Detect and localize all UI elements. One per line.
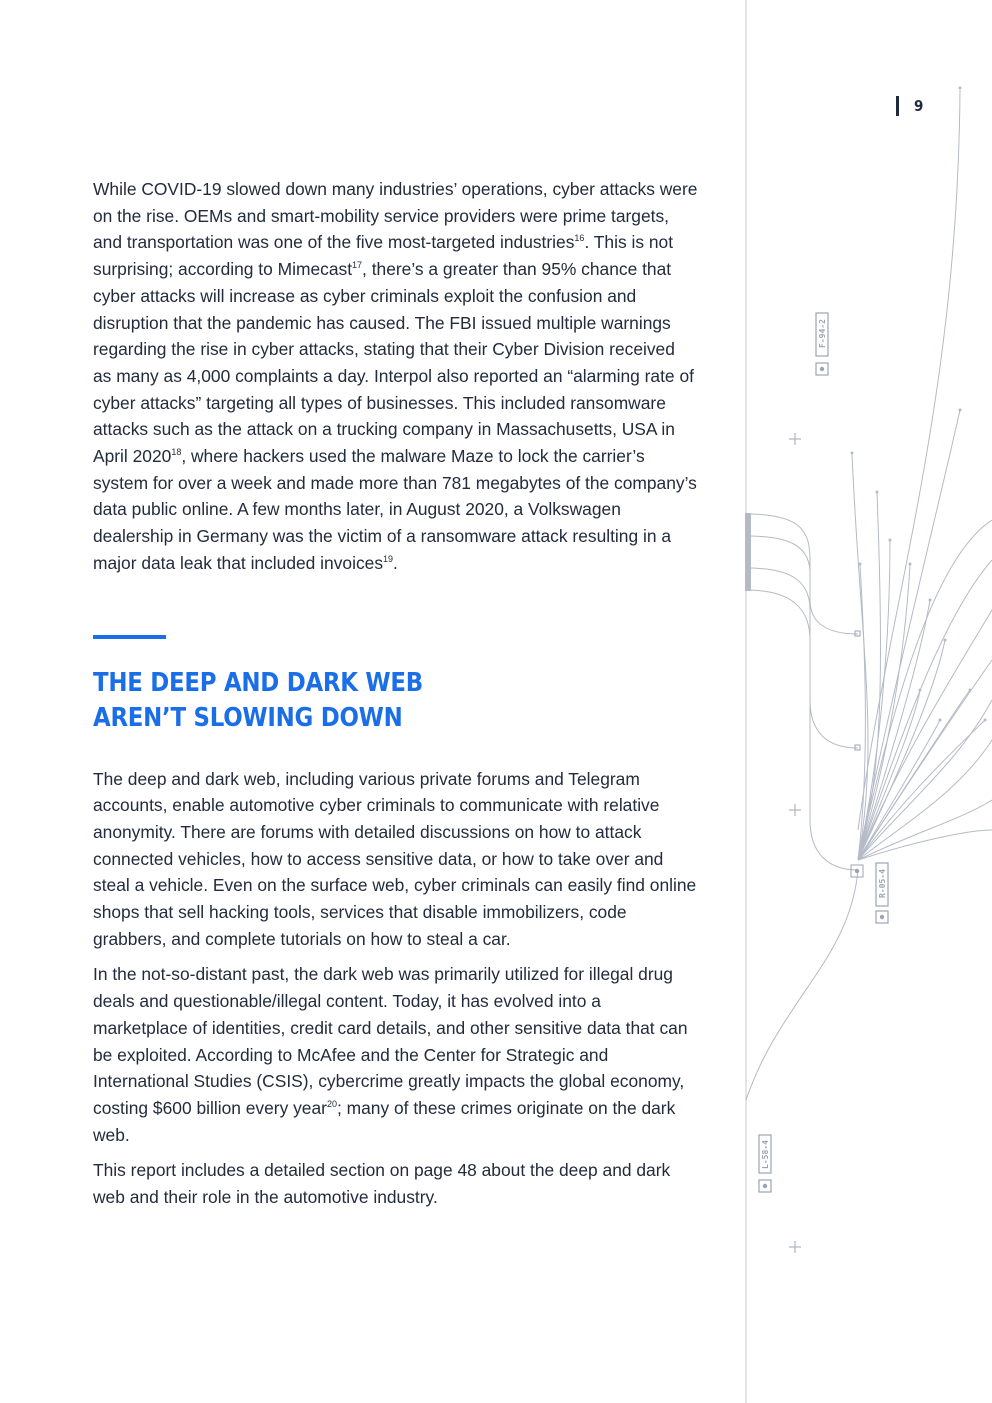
svg-text:L-58-4: L-58-4 (761, 1140, 770, 1169)
circuit-tag-lower (759, 1135, 771, 1192)
intro-paragraph: While COVID-19 slowed down many industries’ operations, cyber attacks were on the rise. OEMs and smart-mobility service providers were prime targets, and transportation was one of the five most-targeted industries$^{16}$. This is not surprising; according to Mimecast$^{17}$, there’s a greater than 95% chance that cyber attacks will increase as cyber criminals exploit the confusion and disruption that the pandemic has caused. The FBI issued multiple warnings regarding the rise in cyber attacks, stating that their Cyber Division received as many as 4,000 complaints a day. Interpol also reported an “alarming rate of cyber attacks” targeting all types of businesses. This included ransomware attacks such as the attack on a trucking company in Massachusetts, USA in April 2020$^{18}$, where hackers used the malware Maze to lock the carrier’s system for over a week and made more than 781 megabytes of the company’s data public online. A few months later, in August 2020, a Volkswagen dealership in Germany was the victim of a ransomware attack resulting in a major data leak that included invoices$^{19}$. (93, 179, 698, 573)
page-number: 9 (896, 96, 923, 116)
svg-text:R-05-4: R-05-4 (878, 869, 887, 898)
circuit-tag-middle (876, 863, 888, 923)
footnote-20[interactable]: 20 (326, 1098, 337, 1109)
section-paragraph-1: The deep and dark web, including various private forums and Telegram accounts, enable automotive cyber criminals to communicate with relative anonymity. There are forums with detailed discussions on how to attack connected vehicles, how to access sensitive data, or how to take over and steal a vehicle. Even on the surface web, cyber criminals can easily find online shops that sell hacking tools, services that disable immobilizers, code grabbers, and complete tutorials on how to steal a car. (93, 768, 697, 949)
section-paragraph-3: This report includes a detailed section on page 48 about the deep and dark web and their role in the automotive industry. (93, 1160, 671, 1208)
footnote-18[interactable]: 18 (171, 447, 182, 458)
network-decoration (740, 0, 992, 1403)
footnote-19[interactable]: 19 (383, 553, 394, 564)
footnote-17[interactable]: 17 (352, 260, 363, 271)
circuit-tag-upper (816, 313, 828, 375)
svg-text:F-94-2: F-94-2 (818, 319, 827, 348)
section-paragraph-2: In the not-so-distant past, the dark web was primarily utilized for illegal drug deals and questionable/illegal content. Today, it has evolved into a marketplace of identities, credit card details, and other sensitive data that can be exploited. According to McAfee and the Center for Strategic and International Studies (CSIS), cybercrime greatly impacts the global economy, costing $600 billion every year$^{20}$; many of these crimes originate on the dark web. (93, 964, 688, 1145)
footnote-16[interactable]: 16 (574, 233, 585, 244)
section-heading: THE DEEP AND DARK WEB AREN’T SLOWING DOWN (93, 667, 423, 733)
main-content (93, 176, 698, 1220)
heading-accent-rule (93, 635, 166, 639)
